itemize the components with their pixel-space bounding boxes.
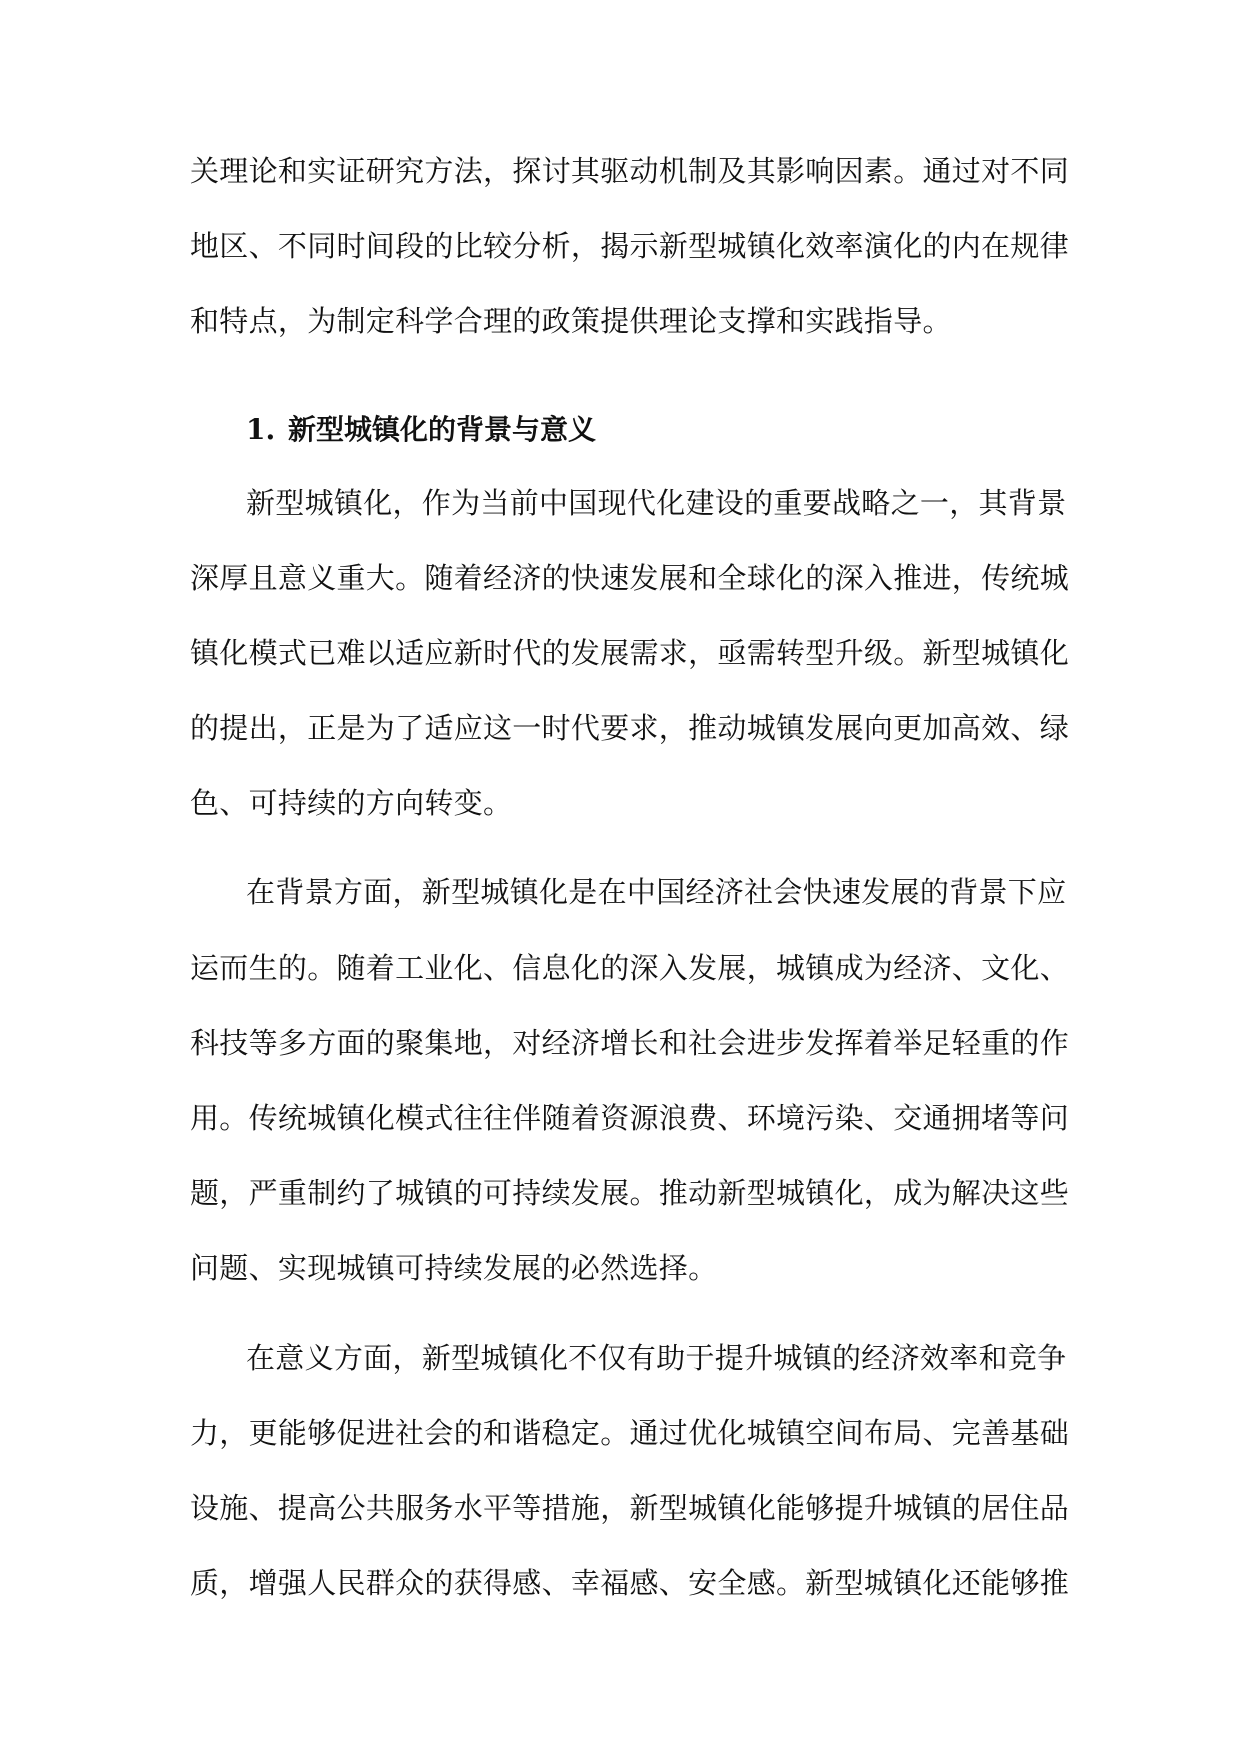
- section-heading: [246, 410, 596, 450]
- paragraph-line: 科技等多方面的聚集地，对经济增长和社会进步发挥着举足轻重的作: [190, 1026, 1070, 1060]
- paragraph-line: 深厚且意义重大。随着经济的快速发展和全球化的深入推进，传统城: [190, 561, 1070, 595]
- paragraph-line: 题，严重制约了城镇的可持续发展。推动新型城镇化，成为解决这些: [190, 1176, 1070, 1210]
- section-title: 新型城镇化的背景与意义: [288, 413, 597, 446]
- paragraph-line: 问题、实现城镇可持续发展的必然选择。: [190, 1251, 718, 1285]
- paragraph-line: 设施、提高公共服务水平等措施，新型城镇化能够提升城镇的居住品: [190, 1491, 1070, 1525]
- paragraph-line: 镇化模式已难以适应新时代的发展需求，亟需转型升级。新型城镇化: [190, 636, 1070, 670]
- paragraph-line: 的提出，正是为了适应这一时代要求，推动城镇发展向更加高效、绿: [190, 711, 1070, 745]
- paragraph-line: 运而生的。随着工业化、信息化的深入发展，城镇成为经济、文化、: [190, 951, 1070, 985]
- paragraph-line: 新型城镇化，作为当前中国现代化建设的重要战略之一，其背景: [246, 486, 1067, 520]
- paragraph-line: 用。传统城镇化模式往往伴随着资源浪费、环境污染、交通拥堵等问: [190, 1101, 1070, 1135]
- section-number: 1.: [246, 413, 276, 446]
- paragraph-line: 在意义方面，新型城镇化不仅有助于提升城镇的经济效率和竞争: [246, 1341, 1067, 1375]
- paragraph-line: 和特点，为制定科学合理的政策提供理论支撑和实践指导。: [190, 304, 952, 338]
- paragraph-line: 力，更能够促进社会的和谐稳定。通过优化城镇空间布局、完善基础: [190, 1416, 1070, 1450]
- paragraph-line: 质，增强人民群众的获得感、幸福感、安全感。新型城镇化还能够推: [190, 1566, 1070, 1600]
- paragraph-line: 关理论和实证研究方法，探讨其驱动机制及其影响因素。通过对不同: [190, 154, 1070, 188]
- paragraph-line: 在背景方面，新型城镇化是在中国经济社会快速发展的背景下应: [246, 875, 1067, 909]
- paragraph-line: 地区、不同时间段的比较分析，揭示新型城镇化效率演化的内在规律: [190, 229, 1070, 263]
- paragraph-line: 色、可持续的方向转变。: [190, 786, 513, 820]
